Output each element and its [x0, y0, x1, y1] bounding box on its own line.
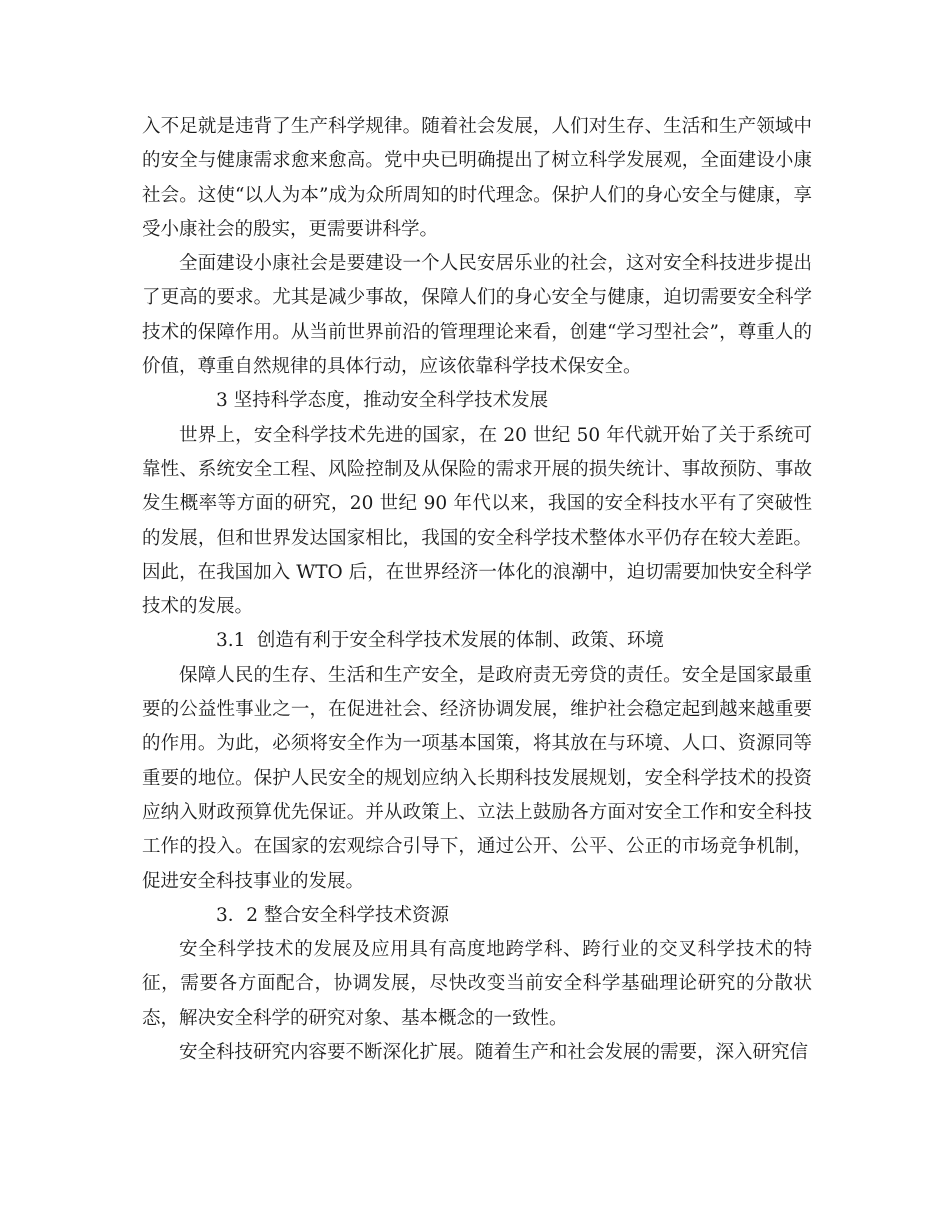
section-heading-3 [142, 384, 812, 418]
section-number: 3 [216, 390, 228, 412]
paragraph-6: 安全科技研究内容要不断深化扩展。随着生产和社会发展的需要，深入研究信 [179, 1042, 809, 1064]
section-number: 3.1 [216, 630, 246, 652]
section-title: 创造有利于安全科学技术发展的体制、政策、环境 [256, 630, 664, 652]
paragraph-2: 全面建设小康社会是要建设一个人民安居乐业的社会，这对安全科技进步提出了更高的要求。尤其是减少事故，保障人们的身心安全与健康，迫切需要安全科学技术的保障作用。从当前世界前沿的管理理论来看，创建“学习型社会”，尊重人的价值，尊重自然规律的具体行动，应该依靠科学技术保安全。 [142, 253, 812, 378]
section-title: 坚持科学态度，推动安全科学技术发展 [233, 390, 549, 412]
paragraph-4: 保障人民的生存、生活和生产安全，是政府责无旁贷的责任。安全是国家最重要的公益性事业之一，在促进社会、经济协调发展，维护社会稳定起到越来越重要的作用。为此，必须将安全作为一项基本国策，将其放在与环境、人口、资源同等重要的地位。保护人民安全的规划应纳入长期科技发展规划，安全科学技术的投资应纳入财政预算优先保证。并从政策上、立法上鼓励各方面对安全工作和安全科技工作的投入。在国家的宏观综合引导下，通过公开、公平、公正的市场竞争机制，促进安全科技事业的发展。 [142, 664, 812, 892]
section-number: 3．2 [216, 904, 259, 926]
section-heading-3-1 [142, 624, 812, 658]
section-title: 整合安全科学技术资源 [263, 904, 449, 926]
document-body [142, 110, 812, 1070]
paragraph-1: 入不足就是违背了生产科学规律。随着社会发展，人们对生存、生活和生产领域中的安全与健康需求愈来愈高。党中央已明确提出了树立科学发展观，全面建设小康社会。这使“以人为本”成为众所周知的时代理念。保护人们的身心安全与健康，享受小康社会的殷实，更需要讲科学。 [142, 116, 812, 240]
paragraph-3: 世界上，安全科学技术先进的国家，在 20 世纪 50 年代就开始了关于系统可靠性、系统安全工程、风险控制及从保险的需求开展的损失统计、事故预防、事故发生概率等方面的研究，20 世纪 90 年代以来，我国的安全科技水平有了突破性的发展，但和世界发达国家相比，我国的安全科学技术整体水平仍存在较大差距。因此，在我国加入 WTO 后，在世界经济一体化的浪潮中，迫切需要加快安全科学技术的发展。 [142, 424, 812, 618]
paragraph-5: 安全科学技术的发展及应用具有高度地跨学科、跨行业的交叉科学技术的特征，需要各方面配合，协调发展，尽快改变当前安全科学基础理论研究的分散状态，解决安全科学的研究对象、基本概念的一致性。 [142, 939, 812, 1029]
section-heading-3-2 [142, 899, 812, 933]
